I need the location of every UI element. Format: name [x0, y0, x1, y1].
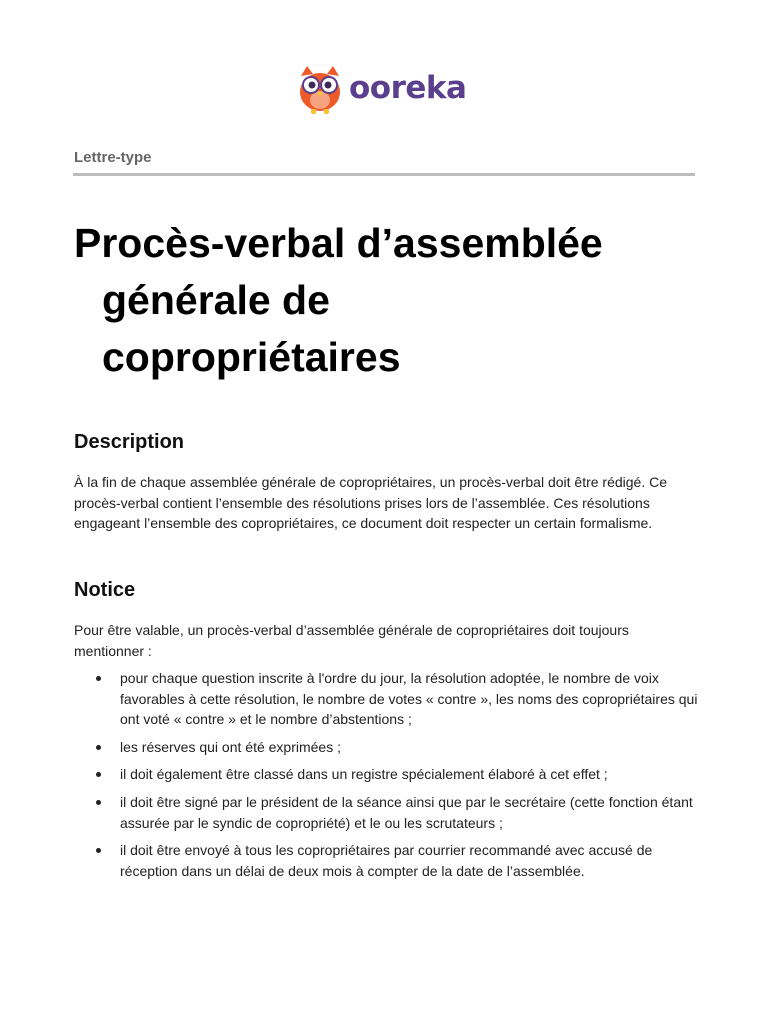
bullet-icon: [96, 745, 101, 750]
list-item-text: pour chaque question inscrite à l'ordre du jour, la résolution adoptée, le nombre de voix favorables à cette résolution, le nombre de votes « contre », les noms des copropriétaires qui ont voté « contre » et le nombre d’abstentions ;: [120, 670, 698, 728]
list-item: [74, 840, 698, 881]
title-line-1: Procès-verbal d’assemblée: [74, 220, 603, 266]
document-title: [74, 215, 714, 386]
notice-list: [74, 668, 698, 888]
header-divider: [73, 173, 695, 176]
brand-name: ooreka: [349, 70, 467, 106]
notice-intro: Pour être valable, un procès-verbal d’assemblée générale de copropriétaires doit toujours mentionner :: [74, 622, 629, 659]
document-type-label: Lettre-type: [74, 149, 152, 166]
list-item-text: il doit être envoyé à tous les copropriétaires par courrier recommandé avec accusé de réception dans un délai de deux mois à compter de la date de l’assemblée.: [120, 842, 653, 879]
bullet-icon: [96, 676, 101, 681]
list-item-text: il doit également être classé dans un registre spécialement élaboré à cet effet ;: [120, 766, 608, 783]
list-item: [74, 668, 698, 730]
brand-logo: [297, 66, 466, 114]
description-heading: Description: [74, 431, 185, 453]
bullet-icon: [96, 848, 101, 853]
bullet-icon: [96, 800, 101, 805]
description-text: À la fin de chaque assemblée générale de copropriétaires, un procès-verbal doit être rédigé. Ce procès-verbal contient l’ensemble des résolutions prises lors de l’assemblée. Ces résolutions engageant l’ensemble des copropriétaires, ce document doit respecter un certain formalisme.: [74, 474, 668, 532]
list-item-text: les réserves qui ont été exprimées ;: [120, 738, 341, 755]
notice-heading: Notice: [74, 579, 136, 601]
title-line-3: copropriétaires: [102, 334, 401, 380]
owl-logo-icon: [297, 66, 343, 114]
list-item: [74, 792, 698, 833]
list-item: [74, 764, 698, 785]
list-item-text: il doit être signé par le président de la séance ainsi que par le secrétaire (cette fonction étant assurée par le syndic de copropriété) et le ou les scrutateurs ;: [120, 793, 693, 831]
title-line-2: générale de: [102, 277, 330, 323]
list-item: [74, 737, 698, 758]
bullet-icon: [96, 772, 101, 777]
